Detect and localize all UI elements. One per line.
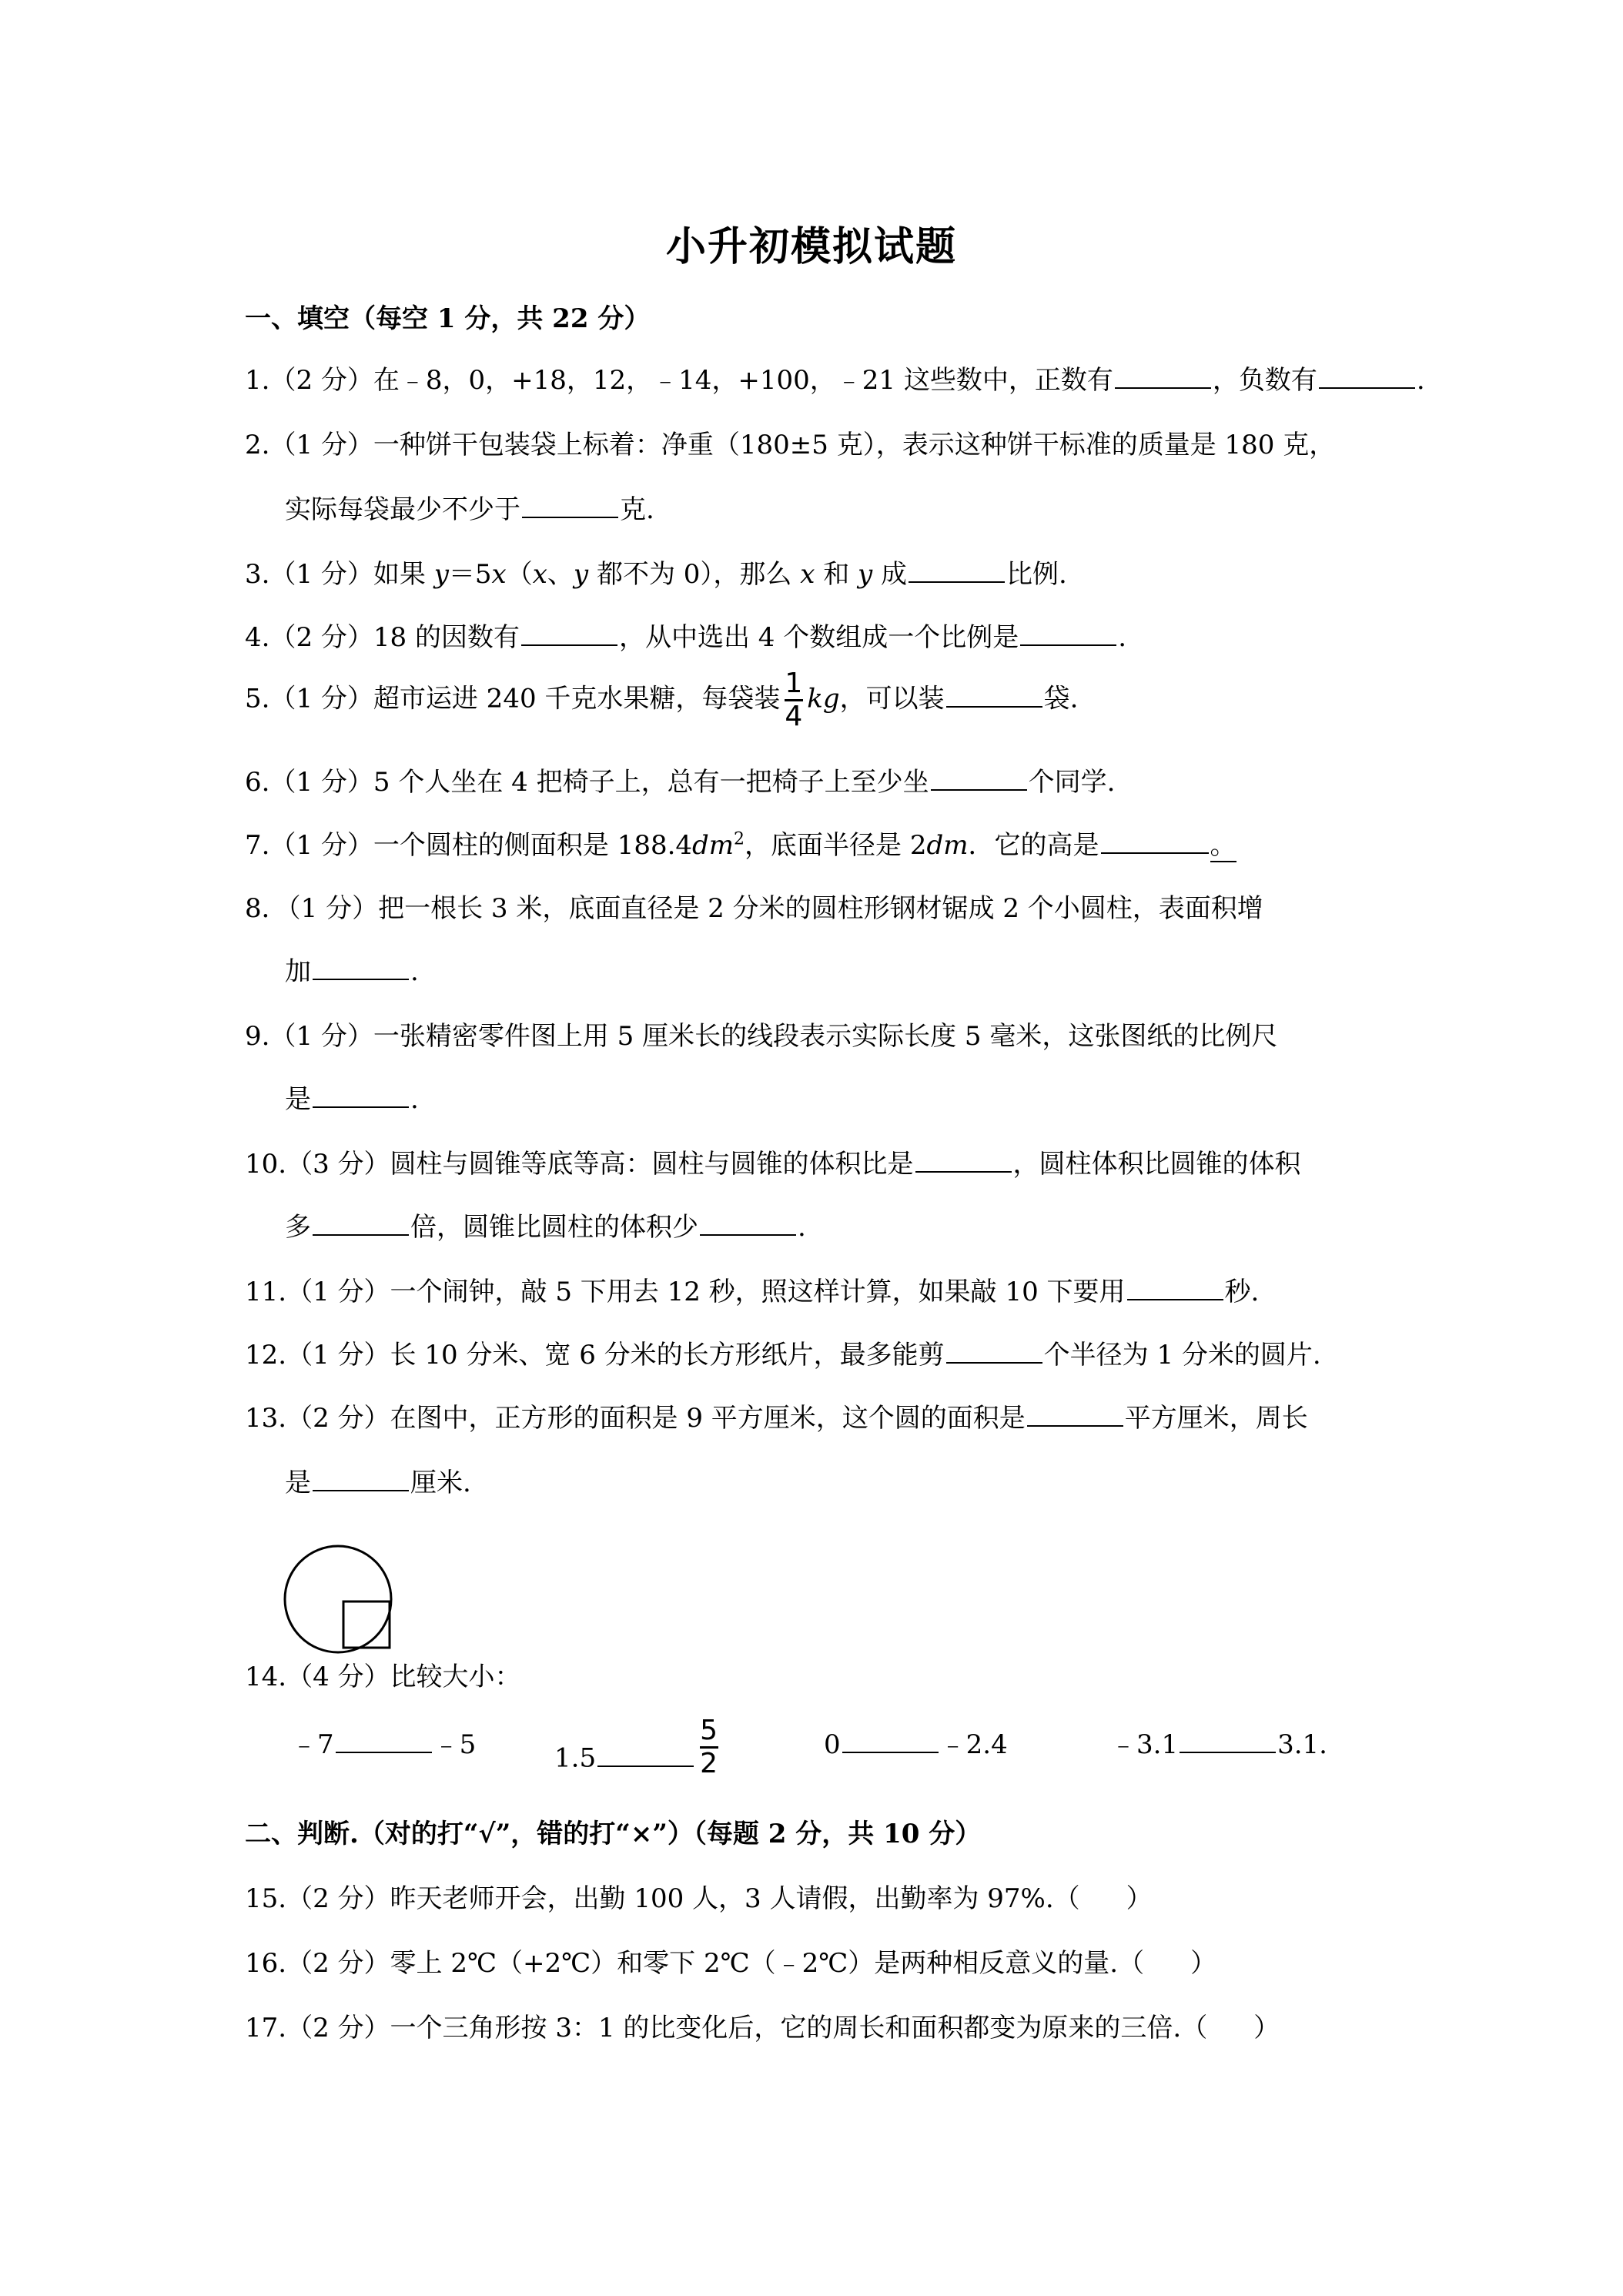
question-7: 7.（1 分）一个圆柱的侧面积是 $188.4dm^2$，底面半径是 2dm．它的高是 。 xyxy=(245,824,1236,862)
answer-blank[interactable] xyxy=(931,765,1027,791)
answer-blank[interactable] xyxy=(313,1082,409,1108)
question-12: 12.（1 分）长 10 分米、宽 6 分米的长方形纸片，最多能剪 个半径为 1 分米的圆片. xyxy=(245,1334,1321,1371)
fraction: $\frac{1}{4}$ xyxy=(785,668,803,732)
question-3: 3.（1 分）如果 y＝5x（x、y 都不为 0），那么 x 和 y 成 比例. xyxy=(245,553,1067,591)
question-9-continued: 是 . xyxy=(285,1078,419,1116)
question-4: 4.（2 分）18 的因数有 ，从中选出 4 个数组成一个比例是 . xyxy=(245,616,1126,654)
answer-blank[interactable] xyxy=(1027,1401,1123,1427)
figure-square xyxy=(343,1602,390,1648)
answer-blank[interactable] xyxy=(915,1146,1012,1173)
answer-blank[interactable] xyxy=(313,1210,409,1236)
compare-item-4: ﹣3.1 3.1. xyxy=(1110,1723,1327,1761)
answer-blank[interactable] xyxy=(313,954,409,980)
compare-item-3: 0 ﹣2.4 xyxy=(824,1723,1008,1761)
question-10-continued: 多 倍，圆锥比圆柱的体积少 . xyxy=(285,1206,806,1243)
figure-circle xyxy=(285,1546,391,1652)
question-8: 8．（1 分）把一根长 3 米，底面直径是 2 分米的圆柱形钢材锯成 2 个小圆柱，表面积增 xyxy=(245,893,1263,924)
question-2-continued: 实际每袋最少不少于 克. xyxy=(285,488,654,526)
question-14: 14.（4 分）比较大小： xyxy=(245,1662,521,1692)
answer-blank[interactable] xyxy=(946,681,1042,708)
section-heading-true-false: 二、判断.（对的打“√”，错的打“×”）（每题 2 分，共 10 分） xyxy=(245,1819,982,1849)
fraction: $\frac{5}{2}$ xyxy=(700,1715,718,1779)
answer-blank[interactable] xyxy=(909,557,1005,583)
question-15: 15.（2 分）昨天老师开会，出勤 100 人，3 人请假，出勤率为 97%.（ ） xyxy=(245,1883,1153,1914)
page-title: 小升初模拟试题 xyxy=(665,223,957,270)
answer-blank[interactable] xyxy=(1319,363,1415,389)
answer-blank[interactable] xyxy=(1127,1274,1223,1300)
answer-blank[interactable] xyxy=(1020,620,1116,646)
question-16: 16.（2 分）零上 2℃（+2℃）和零下 2℃（﹣2℃）是两种相反意义的量.（ ） xyxy=(245,1948,1217,1979)
answer-blank[interactable] xyxy=(1115,363,1211,389)
question-13-continued: 是 厘米. xyxy=(285,1461,471,1499)
circle-square-figure xyxy=(283,1541,399,1657)
answer-blank[interactable] xyxy=(521,620,617,646)
question-17: 17.（2 分）一个三角形按 3：1 的比变化后，它的周长和面积都变为原来的三倍.（ ） xyxy=(245,2013,1280,2043)
question-5: 5.（1 分）超市运进 240 千克水果糖，每袋装 $\frac{1}{4}$ kg，可以装 袋. xyxy=(245,668,1079,732)
answer-blank[interactable] xyxy=(522,492,618,518)
answer-blank[interactable] xyxy=(1180,1727,1276,1753)
compare-item-2: 1.5 $\frac{5}{2}$ xyxy=(554,1715,722,1779)
section-heading-fill-blank: 一、填空（每空 1 分，共 22 分） xyxy=(245,303,651,334)
question-6: 6.（1 分）5 个人坐在 4 把椅子上，总有一把椅子上至少坐 个同学. xyxy=(245,761,1115,798)
answer-blank[interactable] xyxy=(313,1465,409,1491)
question-9: 9.（1 分）一张精密零件图上用 5 厘米长的线段表示实际长度 5 毫米，这张图纸的比例尺 xyxy=(245,1021,1278,1052)
answer-blank[interactable] xyxy=(700,1210,796,1236)
question-8-continued: 加 . xyxy=(285,950,419,988)
question-1: 1.（2 分）在﹣8，0，+18，12，﹣14，+100，﹣21 这些数中，正数有 ，负数有 . xyxy=(245,359,1425,397)
answer-blank[interactable] xyxy=(1101,828,1209,854)
question-10: 10.（3 分）圆柱与圆锥等底等高：圆柱与圆锥的体积比是 ，圆柱体积比圆锥的体积 xyxy=(245,1143,1301,1180)
answer-blank[interactable] xyxy=(336,1727,432,1753)
answer-blank[interactable] xyxy=(842,1727,939,1753)
answer-blank[interactable] xyxy=(946,1337,1042,1364)
answer-blank[interactable] xyxy=(597,1741,694,1767)
question-13: 13.（2 分）在图中，正方形的面积是 9 平方厘米，这个圆的面积是 平方厘米，周长 xyxy=(245,1397,1308,1434)
compare-item-1: ﹣7 ﹣5 xyxy=(291,1723,476,1761)
question-11: 11.（1 分）一个闹钟，敲 5 下用去 12 秒，照这样计算，如果敲 10 下要用 秒. xyxy=(245,1270,1259,1308)
question-2: 2.（1 分）一种饼干包装袋上标着：净重（180±5 克），表示这种饼干标准的质量是 180 克， xyxy=(245,430,1336,460)
